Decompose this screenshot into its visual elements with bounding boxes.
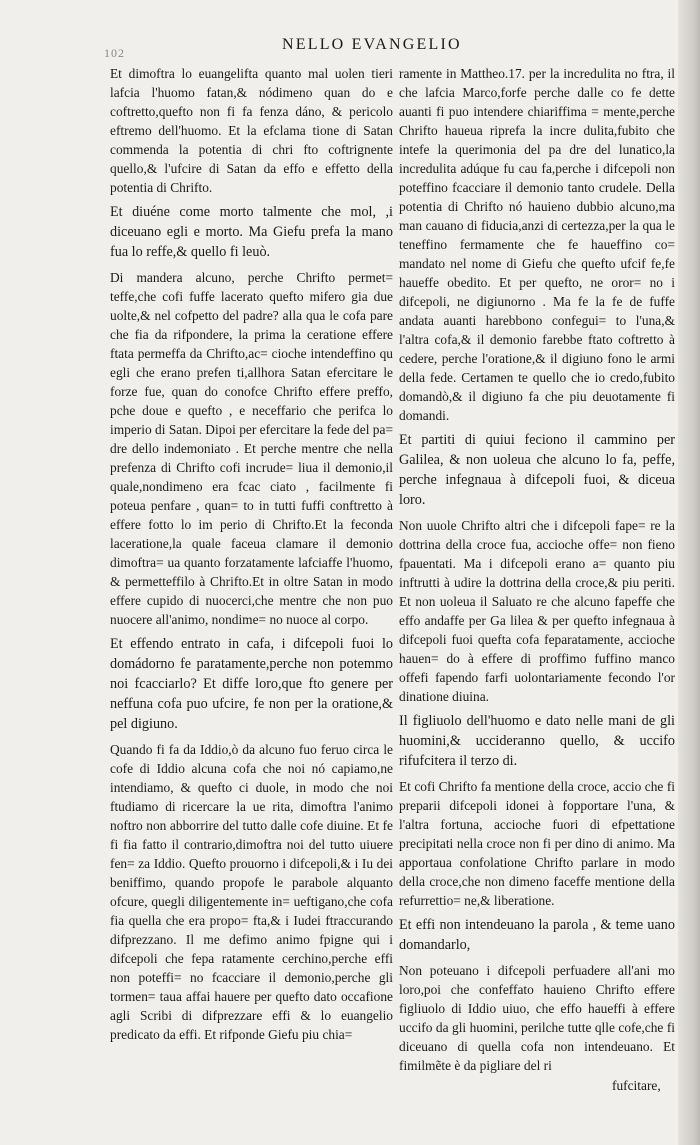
page-number: 102 [104, 46, 125, 60]
scripture-lemma: Et effi non intendeuano la parola , & teme uano domandarlo, [399, 917, 675, 953]
paragraph: Non uuole Chrifto altri che i difcepoli fape= re la dottrina della croce fua, accioche offe= non fieno fpauentati. Ma i difcepoli erano a= quanto piu inftrutti à udire la dottrina della croce,& piu periti. Et non uoleua il Saluato re che alcuno fapeffe che effo andaffe per Ga lilea & per quefto infegnaua à difcepoli fuoi quefta cofa feparatamente, accioche hauen= do à effere di proffimo fuffino manco offefi fapendo farfi uolontariamente fecondo l'or dinatione diuina. [399, 518, 675, 704]
catchword: fufcitare, [612, 1078, 661, 1093]
paragraph: ramente in Mattheo.17. per la incredulita no ftra, il che lafcia Marco,forfe perche dalle co fe dette auanti fi puo intendere chiariffima = mente,perche Chrifto haueua riprefa la incre dulita,fubito che intefe la querimonia del pa dre del lunatico,la incredulita adúque fu cau fa,perche i difcepoli non poteffino fcacciare il demonio tanto crudele. Della potentia di Chrifto nó hauieno dubbio alcuno,ma man cauano di fiducia,anzi di certezza,per la qua le teneffino fermamente che fe haueffino co= mandato nel nome di Giefu che quefto ufcif fe,fe haueffe obedito. Et per quefto, ne oror= no i difcepoli, ne digiunorno . Ma fe la fe de fuffe andata auanti harebbono confegui= to l'una,& l'altra cofa,& il demonio farebbe ftato coftretto à cedere, perche l'oratione,& il digiuno fono le armi della fede. Certamen te quello che io credo,fubito domandò,& il digiuno fa che piu deuotamente fi domandi. [399, 66, 675, 423]
paragraph: Di mandera alcuno, perche Chrifto permet= teffe,che cofi fuffe lacerato quefto mifero gia due uolte,& nel cofpetto del padre? alla qua le cofa pare che fia da rifpondere, la prima la ceratione effere ftata permeffa da Chrifto,ac= cioche intendeffino qu egli che erano prefen ti,allhora Satan efercitare le forze fue, quan do conofce Chrifto effere preffo, pche doue e quefto , e neceffario che perifca lo imperio di Satan. Dipoi per efercitare la fede del pa= dre dello indemoniato . Et perche mentre che nella prefenza di Chrifto cofi incrude= liua il demonio,il quale,nondimeno era fcac ciato , facilmente fi poteua penfare , quan= to in tutti fuffi conftretto à effere fotto lo im perio di Chrifto.Et la feconda laceratione,la quale faceua clamare il demonio dimoftra= ua quanto forzatamente lafciaffe l'huomo, & permetteffilo à Chrifto.Et in oltre Satan in modo effere cupido di nuocerci,che mentre che non puo nuocere all'animo, nondime= no nuoce al corpo. [110, 270, 393, 627]
paragraph: Quando fi fa da Iddio,ò da alcuno fuo feruo circa le cofe di Iddio alcuna cofa che noi nó capiamo,ne intendiamo, & quefto ci duole, in modo che noi ftudiamo di ricercare la ue rita, dimoftra l'animo noftro non abborrire del tutto dalle cofe diuine. Et fe fi fia fatto il contrario,dimoftra noi del tutto uiuere fen= za Iddio. Quefto prouorno i difcepoli,& i Iu dei beniffimo, quando propofe le parabole alquanto ofcure, quegli diligentemente in= ueftigano,che cofa fia quella che era propo= fta,& i Iudei ftraccurando difprezzano. Il me defimo animo fpigne qui i difcepoli che fepa ratamente cerchino,perche effi non poteffi= no fcacciare il demonio,perche gli tormen= taua affai hauere per quefto dato occafione agli Scribi di difprezzare effi & lo euangelio predicato da effi. Et rifponde Giefu piu chia= [110, 742, 393, 1042]
right-column [399, 64, 675, 1080]
scripture-lemma: Et partiti di quiui feciono il cammino per Galilea, & non uoleua che alcuno lo fa, peffe, perche infegnaua à difcepoli fuoi, & diceua loro. [399, 432, 675, 508]
paragraph: Non poteuano i difcepoli perfuadere all'ani mo loro,poi che confeffato hauieno Chrifto effere figliuolo di Iddio uiuo, che effo haueffi à effere uccifo da gli huomini, perilche tutte qlle cofe,che fi diceuano di quella cofa non intendeuano. Et fimilmẽte è da pigliare del ri [399, 963, 675, 1073]
scripture-lemma: Et diuéne come morto talmente che mol, ,i diceuano egli e morto. Ma Giefu prefa la mano fua lo reffe,& quello fi leuò. [110, 204, 393, 260]
left-column [110, 64, 393, 1049]
paragraph: Et cofi Chrifto fa mentione della croce, accio che fi preparii difcepoli idonei à fopportare l'una, & l'altra fortuna, accioche fuori di efpettatione precipitati nella croce non fi per dino di animo. Ma apportaua confolatione Chrifto parlare in modo della croce,che non dimeno faceffe mentione della refurrettio= ne,& liberatione. [399, 779, 675, 908]
paragraph: Et dimoftra lo euangelifta quanto mal uolen tieri lafcia l'huomo fatan,& nódimeno quan do e coftretto,quefto non fi fa fenza dáno, & pericolo eftremo dell'huomo. Et la efclama tione di Satan commenda la potentia di chri fto coftrignente quello,& l'ufcire di Satan da effo e effetto della potentia di Chrifto. [110, 66, 393, 195]
page-gutter-shadow [678, 0, 700, 1145]
running-head: NELLO EVANGELIO [282, 36, 462, 53]
scripture-lemma: Et effendo entrato in cafa, i difcepoli fuoi lo domádorno fe paratamente,perche non potemmo noi fcacciarlo? Et diffe loro,que fto genere per neffuna cofa puo ufcire, fe non per la oratione,& pel digiuno. [110, 636, 393, 732]
scripture-lemma: Il figliuolo dell'huomo e dato nelle mani de gli huomini,& uccideranno quello, & uccifo rifufcitera il terzo di. [399, 713, 675, 769]
